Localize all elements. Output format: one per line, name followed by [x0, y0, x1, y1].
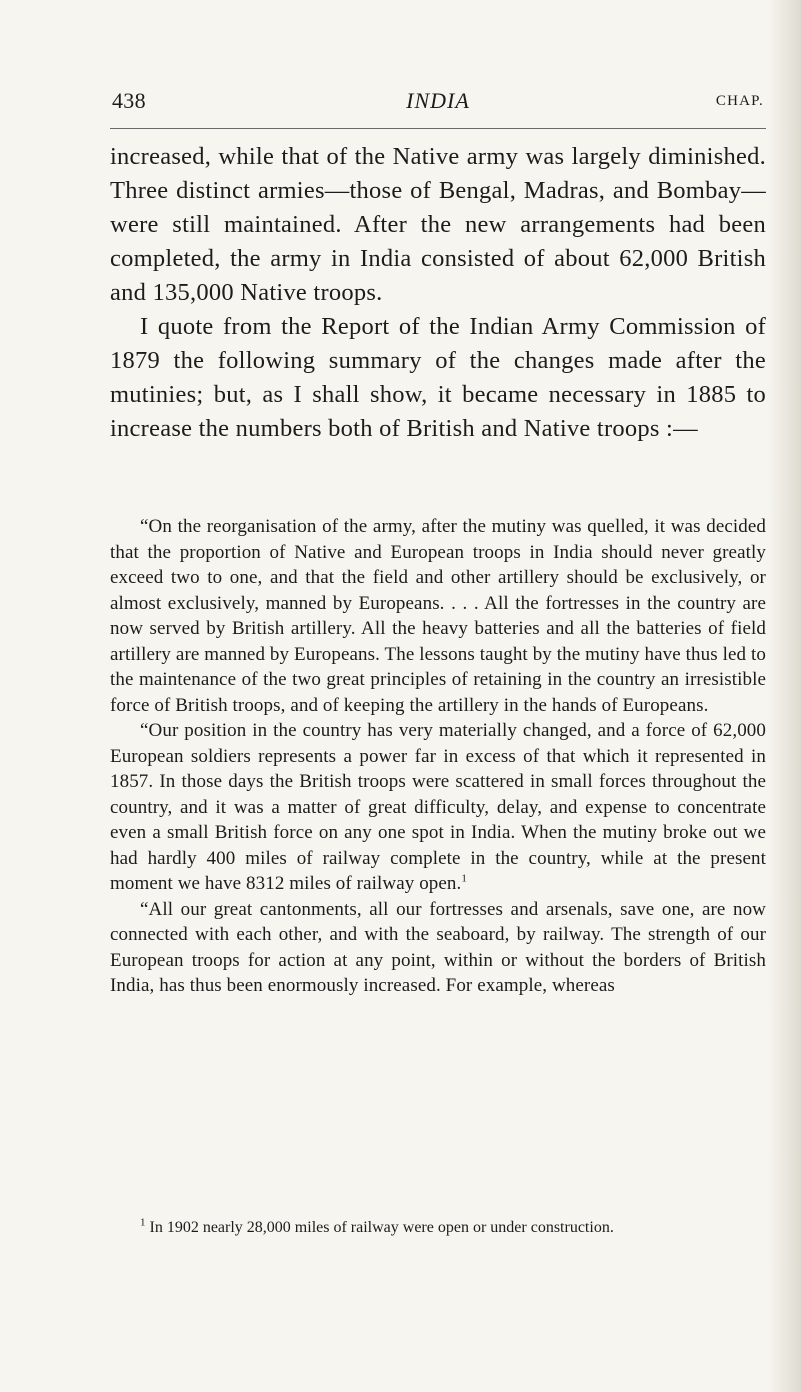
page-header — [112, 88, 764, 118]
page-number: 438 — [112, 88, 146, 113]
quotation-paragraph: “All our great cantonments, all our fortresses and arsenals, save one, are now connected with each other, and with the seaboard, by railway. The strength of our European troops for action at any point, within or without the borders of British India, has thus been enormously increased. For example, whereas — [110, 898, 766, 996]
body-paragraph: increased, while that of the Native army was largely diminished. Three distinct armies—those of Bengal, Madras, and Bombay—were still maintained. After the new arrangements had been completed, the army in India consisted of about 62,000 British and 135,000 Native troops. — [110, 143, 766, 306]
running-head: INDIA — [406, 88, 470, 113]
footnote-mark: 1 — [140, 1216, 146, 1229]
quotation-paragraph-text: “Our position in the country has very materially changed, and a force of 62,000 European soldiers represents a power far in excess of that which it represented in 1857. In those days the British troops were scattered in small forces throughout the country, and it was a matter of great difficulty, delay, and expense to concentrate even a small British force on any one spot in India. When the mutiny broke out we had hardly 400 miles of railway complete in the country, while at the present moment we have 8312 miles of railway open. — [110, 720, 766, 894]
footnote — [110, 1217, 766, 1239]
header-rule — [110, 128, 766, 129]
page-edge-shadow — [767, 0, 801, 1392]
footnote-text: In 1902 nearly 28,000 miles of railway were open or under construction. — [149, 1219, 614, 1236]
quotation-paragraph — [110, 718, 766, 897]
body-text — [110, 140, 766, 446]
quotation-paragraph: “On the reorganisation of the army, after the mutiny was quelled, it was decided that the proportion of Native and European troops in India should never greatly exceed two to one, and that the field and other artillery should be exclusively, or almost exclusively, manned by Europeans. . . . All the fortresses in the country are now served by British artillery. All the heavy batteries and all the batteries of field artillery are manned by Europeans. The lessons taught by the mutiny have thus led to the maintenance of the two great principles of retaining in the country an irresistible force of British troops, and of keeping the artillery in the hands of Europeans. — [110, 516, 766, 716]
footnote-reference: 1 — [461, 872, 467, 885]
chapter-label: CHAP. — [715, 93, 764, 109]
block-quotation — [110, 514, 766, 999]
body-paragraph: I quote from the Report of the Indian Army Commission of 1879 the following summary of the changes made after the mutinies; but, as I shall show, it became necessary in 1885 to increase the numbers both of British and Native troops :— — [110, 313, 766, 442]
